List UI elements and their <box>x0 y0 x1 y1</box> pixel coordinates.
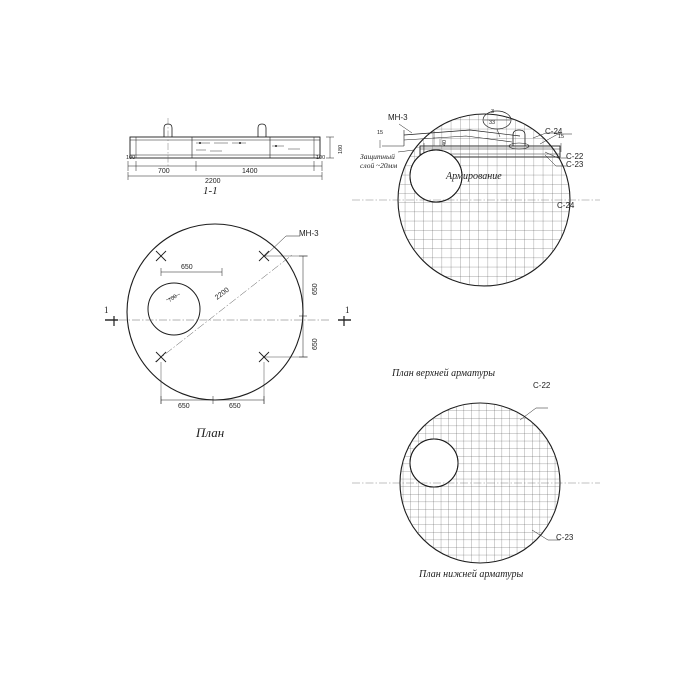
callout-c22-detail: С-22 <box>566 152 584 161</box>
plan-dim-bottom-left-650: 650 <box>178 403 190 410</box>
mark-mn3-detail: МН-3 <box>388 113 408 122</box>
callout-c23-lower: С-23 <box>556 533 574 542</box>
plan-dim-top-650: 650 <box>181 264 193 271</box>
protective-layer-label-line2: слой ~20мм <box>360 161 398 170</box>
dim-thickness: 180 <box>338 144 344 154</box>
section-mark-left: 1 <box>104 305 109 315</box>
protective-layer-label-line1: Защитный <box>360 152 395 161</box>
section-1-1-title: 1-1 <box>203 185 218 197</box>
lower-plan-caption: План нижней арматуры <box>419 569 524 580</box>
detail-dim-2: 40 <box>442 139 448 146</box>
lower-reinforcement-plan <box>352 399 600 569</box>
section-mark-right: 1 <box>345 305 350 315</box>
plan-dim-opening-700: 700 <box>167 293 179 304</box>
reinforcement-title: Армирование <box>446 171 502 182</box>
dim-inner-left: 700 <box>158 168 170 175</box>
callout-c24-detail: С-24 <box>545 127 563 136</box>
dim-right-edge: 100 <box>316 155 326 161</box>
upper-plan-caption: План верхней арматуры <box>392 368 496 379</box>
dim-inner-right: 1400 <box>242 168 258 175</box>
mark-mn3-plan: МН-3 <box>299 229 319 238</box>
balloon-bottom-number: 33 <box>489 120 496 126</box>
plan-view <box>105 224 351 404</box>
detail-dim-1: 15 <box>377 130 384 136</box>
plan-caption: План <box>196 425 225 440</box>
balloon-top-number: 3 <box>491 109 495 115</box>
detail-dim-3: 15 <box>558 134 565 140</box>
plan-dim-right-upper-650: 650 <box>312 283 319 295</box>
plan-dim-bottom-right-650: 650 <box>229 403 241 410</box>
dim-total-2200: 2200 <box>205 178 221 185</box>
callout-c23-detail: С-23 <box>566 160 584 169</box>
plan-dim-diameter-2200: 2200 <box>214 286 231 302</box>
callout-c22-lower: С-22 <box>533 381 551 390</box>
dim-left-edge: 100 <box>126 155 136 161</box>
callout-c24-upper: С-24 <box>557 201 575 210</box>
plan-dim-right-lower-650: 650 <box>312 338 319 350</box>
